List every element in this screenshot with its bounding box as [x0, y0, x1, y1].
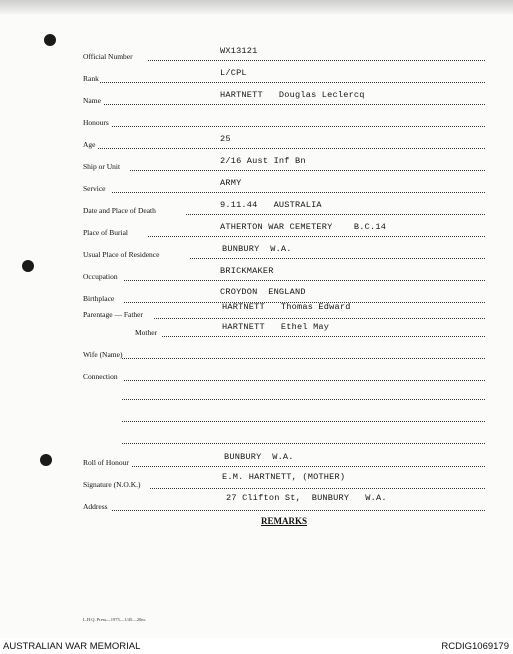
- dotted-line: [112, 192, 485, 193]
- field-rank: [0, 70, 513, 90]
- blank-line: [122, 399, 485, 400]
- dotted-line: [148, 60, 485, 61]
- field-label: Connection: [83, 372, 118, 381]
- field-usual-residence: [0, 246, 513, 266]
- field-value: 2/16 Aust Inf Bn: [220, 156, 306, 166]
- field-label: Service: [83, 184, 106, 193]
- blank-line: [122, 421, 485, 422]
- remarks-heading: REMARKS: [261, 516, 308, 526]
- field-label: Name: [83, 96, 101, 105]
- field-value: 9.11.44 AUSTRALIA: [220, 200, 322, 210]
- field-label: Roll of Honour: [83, 458, 129, 467]
- footer-record-id: RCDIG1069179: [441, 641, 509, 652]
- dotted-line: [132, 466, 485, 467]
- field-value: HARTNETT Ethel May: [222, 322, 330, 332]
- field-mother: [0, 322, 513, 348]
- scan-edge: [0, 0, 513, 14]
- dotted-line: [124, 280, 485, 281]
- field-value: ARMY: [220, 178, 242, 188]
- field-label: Mother: [135, 328, 158, 337]
- field-label: Honours: [83, 118, 109, 127]
- field-value: HARTNETT Douglas Leclercq: [220, 90, 365, 100]
- dotted-line: [130, 170, 485, 171]
- dotted-line: [154, 318, 485, 319]
- dotted-line: [148, 236, 485, 237]
- field-label: Birthplace: [83, 294, 115, 303]
- footer-institution: AUSTRALIAN WAR MEMORIAL: [3, 641, 141, 652]
- field-wife: [0, 347, 513, 367]
- dotted-line: [186, 214, 485, 215]
- field-place-of-burial: [0, 224, 513, 244]
- field-label: Official Number: [83, 52, 133, 61]
- field-address: [0, 493, 513, 519]
- field-label: Date and Place of Death: [83, 206, 156, 215]
- dotted-line: [112, 510, 485, 511]
- dotted-line: [190, 258, 485, 259]
- field-ship-or-unit: [0, 158, 513, 178]
- field-honours: [0, 114, 513, 134]
- field-value: BUNBURY W.A.: [222, 244, 292, 254]
- blank-line: [122, 443, 485, 444]
- field-label: Signature (N.O.K.): [83, 480, 141, 489]
- dotted-line: [150, 488, 485, 489]
- field-label: Address: [83, 502, 108, 511]
- field-name: [0, 92, 513, 112]
- field-value: WX13121: [220, 46, 258, 56]
- field-label: Ship or Unit: [83, 162, 121, 171]
- field-value: 27 Clifton St, BUNBURY W.A.: [226, 493, 387, 503]
- field-service: [0, 180, 513, 200]
- field-value: CROYDON ENGLAND: [220, 287, 306, 297]
- field-official-number: [0, 48, 513, 68]
- field-value: BUNBURY W.A.: [224, 452, 294, 462]
- dotted-line: [124, 380, 485, 381]
- dotted-line: [122, 358, 485, 359]
- field-age: [0, 136, 513, 156]
- dotted-line: [100, 82, 485, 83]
- punch-hole-top: [44, 34, 56, 46]
- field-label: Age: [83, 140, 96, 149]
- field-value: 25: [220, 134, 231, 144]
- field-label: Place of Burial: [83, 228, 128, 237]
- field-label: Usual Place of Residence: [83, 250, 160, 259]
- field-value: ATHERTON WAR CEMETERY B.C.14: [220, 222, 387, 232]
- field-label: Occupation: [83, 272, 118, 281]
- printer-footnote: L.H.Q. Press—1975—1/45—20m.: [83, 617, 146, 622]
- field-connection: [0, 369, 513, 389]
- field-value: BRICKMAKER: [220, 266, 274, 276]
- dotted-line: [162, 336, 485, 337]
- dotted-line: [98, 148, 485, 149]
- field-label: Wife (Name): [83, 350, 123, 359]
- field-label: Parentage — Father: [83, 310, 143, 319]
- field-date-place-of-death: [0, 202, 513, 222]
- field-value: E.M. HARTNETT, (MOTHER): [222, 472, 346, 482]
- dotted-line: [104, 104, 485, 105]
- field-value: HARTNETT Thomas Edward: [222, 302, 351, 312]
- field-value: L/CPL: [220, 68, 247, 78]
- dotted-line: [112, 126, 485, 127]
- field-occupation: [0, 268, 513, 288]
- field-label: Rank: [83, 74, 99, 83]
